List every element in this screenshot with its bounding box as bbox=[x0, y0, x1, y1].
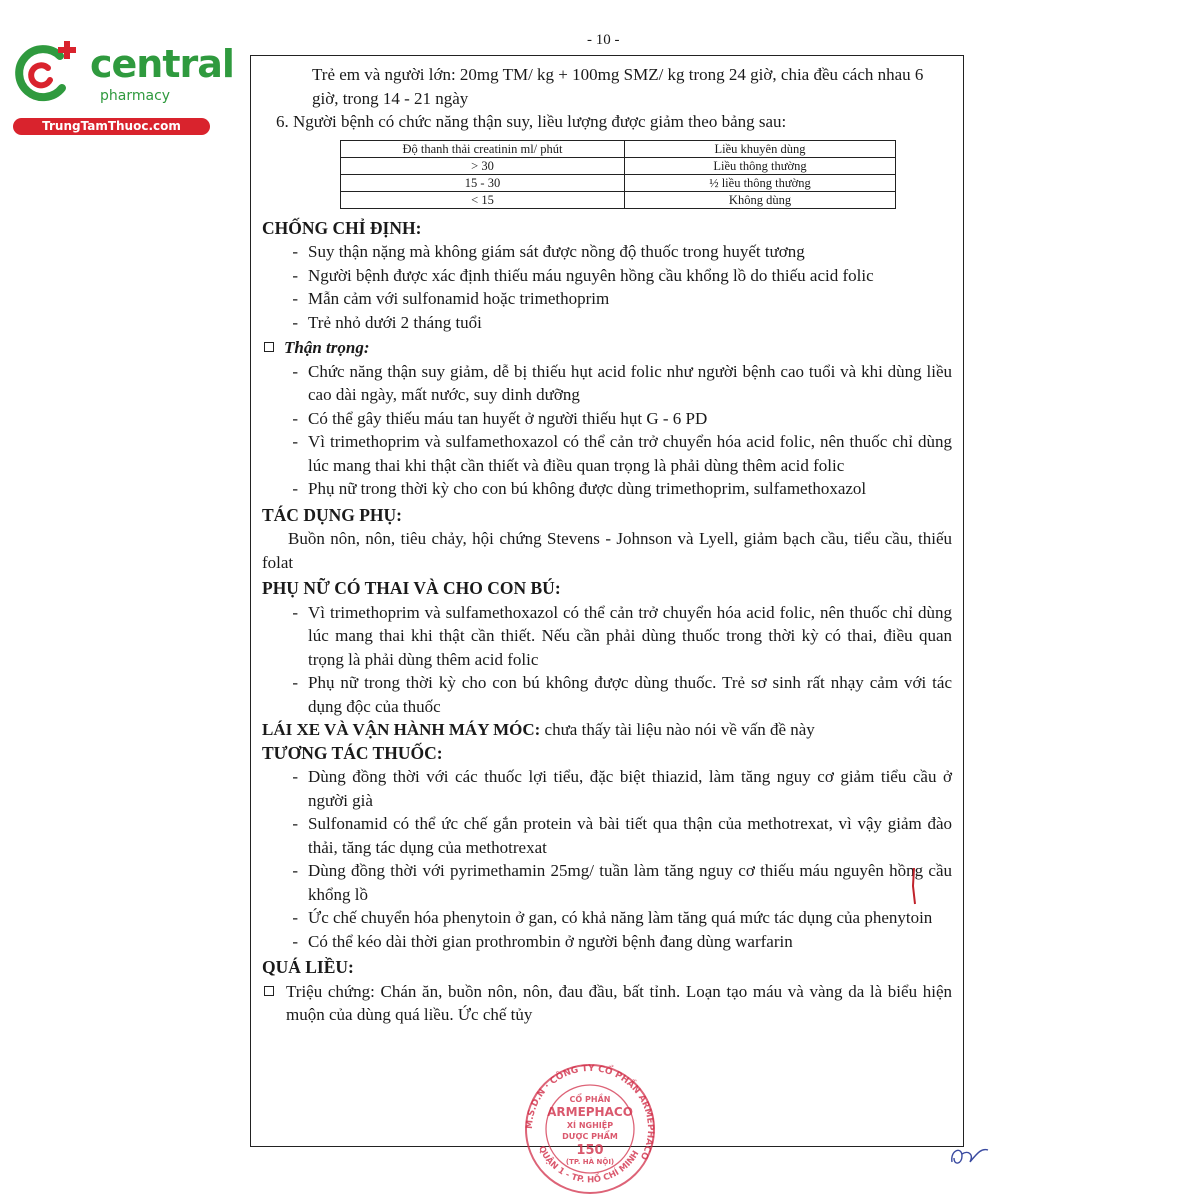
table-row bbox=[341, 174, 896, 191]
overdose-item bbox=[262, 980, 952, 1027]
stamp-line: XÍ NGHIỆP bbox=[566, 1121, 614, 1130]
list-item: - Dùng đồng thời với pyrimethamin 25mg/ tuần làm tăng nguy cơ thiếu máu nguyên hồng cầu khổng lồ bbox=[292, 861, 952, 904]
table-cell: ½ liều thông thường bbox=[625, 174, 896, 191]
driving-text: chưa thấy tài liệu nào nói về vấn đề này bbox=[540, 720, 815, 739]
table-row bbox=[341, 191, 896, 208]
side-effects-text: Buồn nôn, nôn, tiêu chảy, hội chứng Stevens - Johnson và Lyell, giảm bạch cầu, tiểu cầu, thiếu folat bbox=[262, 529, 952, 572]
list-item: - Vì trimethoprim và sulfamethoxazol có thể cản trở chuyển hóa acid folic, nên thuốc chỉ dùng lúc mang thai khi thật cần thiết và điều quan trọng là phải dùng thêm acid folic bbox=[292, 432, 952, 475]
stamp-line: 150 bbox=[576, 1143, 604, 1158]
renal-dose-item: 6. Người bệnh có chức năng thận suy, liều lượng được giảm theo bảng sau: bbox=[276, 112, 787, 131]
table-header-cell: Độ thanh thải creatinin ml/ phút bbox=[341, 140, 625, 157]
pharmacy-cross-icon bbox=[10, 38, 80, 108]
list-item: - Sulfonamid có thể ức chế gắn protein và bài tiết qua thận của methotrexat, vì vậy giảm đào thải, tăng tác dụng của methotrexat bbox=[292, 814, 952, 857]
side-effects-heading: TÁC DỤNG PHỤ: bbox=[262, 504, 402, 525]
checkbox-square-icon bbox=[264, 986, 274, 996]
interactions-heading: TƯƠNG TÁC THUỐC: bbox=[262, 742, 443, 763]
list-item: - Dùng đồng thời với các thuốc lợi tiểu, đặc biệt thiazid, làm tăng nguy cơ giảm tiểu cầu ở người già bbox=[292, 767, 952, 810]
red-pen-mark bbox=[908, 866, 920, 906]
list-item: - Chức năng thận suy giảm, dễ bị thiếu hụt acid folic như người bệnh cao tuổi và khi dùng liều cao dài ngày, mất nước, suy dinh dưỡng bbox=[292, 361, 952, 404]
list-item: - Phụ nữ trong thời kỳ cho con bú không được dùng thuốc. Trẻ sơ sinh rất nhạy cảm với tác dụng độc của thuốc bbox=[292, 673, 952, 716]
list-item: - Ức chế chuyển hóa phenytoin ở gan, có khả năng làm tăng quá mức tác dụng của phenytoin bbox=[292, 908, 933, 927]
dose-line: Trẻ em và người lớn: 20mg TM/ kg + 100mg SMZ/ kg trong 24 giờ, chia đều cách nhau 6 giờ, trong 14 - 21 ngày bbox=[312, 65, 924, 108]
caution-heading: Thận trọng: bbox=[284, 338, 370, 357]
driving-paragraph bbox=[262, 718, 952, 742]
checkbox-square-icon bbox=[264, 342, 274, 352]
list-item: - Có thể gây thiếu máu tan huyết ở người thiếu hụt G - 6 PD bbox=[292, 408, 708, 428]
list-item: - Vì trimethoprim và sulfamethoxazol có thể cản trở chuyển hóa acid folic, nên thuốc chỉ dùng lúc mang thai khi thật cần thiết. Nếu cần phải dùng thuốc trong thời kỳ có thai, điều quan trọng là phải dùng thêm acid folic bbox=[292, 602, 952, 669]
logo-subtitle: pharmacy bbox=[100, 88, 171, 104]
list-item: - Phụ nữ trong thời kỳ cho con bú không được dùng trimethoprim, sulfamethoxazol bbox=[292, 479, 867, 498]
document-body bbox=[262, 63, 952, 1027]
stamp-ring-text: M.S.D.N · CÔNG TY CỔ PHẦN ARMEPHACO bbox=[524, 1063, 656, 1162]
table-cell: Liều thông thường bbox=[625, 157, 896, 174]
list-item: - Có thể kéo dài thời gian prothrombin ở người bệnh đang dùng warfarin bbox=[292, 931, 793, 951]
handwritten-signature bbox=[948, 1140, 990, 1170]
list-item: - Mẫn cảm với sulfonamid hoặc trimethoprim bbox=[292, 289, 610, 308]
pregnancy-heading: PHỤ NỮ CÓ THAI VÀ CHO CON BÚ: bbox=[262, 578, 561, 598]
list-item: - Suy thận nặng mà không giám sát được nồng độ thuốc trong huyết tương bbox=[292, 242, 805, 261]
stamp-line: DƯỢC PHẨM bbox=[562, 1132, 618, 1141]
stamp-line: ARMEPHACO bbox=[547, 1105, 633, 1119]
table-row bbox=[341, 157, 896, 174]
table-header-cell: Liều khuyên dùng bbox=[625, 140, 896, 157]
page-number: - 10 - bbox=[587, 32, 620, 48]
central-pharmacy-logo bbox=[10, 38, 234, 138]
company-stamp bbox=[515, 1062, 665, 1197]
renal-dose-table bbox=[340, 140, 896, 209]
stamp-bottom-text: QUẬN 1 - TP. HỒ CHÍ MINH bbox=[535, 1144, 642, 1186]
list-item: - Trẻ nhỏ dưới 2 tháng tuổi bbox=[292, 312, 482, 332]
table-header-row bbox=[341, 140, 896, 157]
contraindications-heading: CHỐNG CHỈ ĐỊNH: bbox=[262, 217, 422, 238]
caution-heading-row bbox=[262, 336, 952, 360]
overdose-heading: QUÁ LIỀU: bbox=[262, 957, 354, 977]
overdose-text: Triệu chứng: Chán ăn, buồn nôn, nôn, đau đầu, bất tỉnh. Loạn tạo máu và vàng da là biểu hiện muộn của dùng quá liều. Ức chế tủy bbox=[286, 981, 952, 1024]
table-cell: > 30 bbox=[341, 157, 625, 174]
stamp-line: CỔ PHẦN bbox=[569, 1095, 611, 1104]
logo-website: TrungTamThuoc.com bbox=[13, 118, 210, 135]
driving-heading: LÁI XE VÀ VẬN HÀNH MÁY MÓC: bbox=[262, 720, 541, 739]
logo-brand: central bbox=[90, 42, 234, 86]
table-cell: < 15 bbox=[341, 191, 625, 208]
stamp-line: (TP. HÀ NỘI) bbox=[565, 1158, 615, 1166]
dose-paragraph bbox=[262, 63, 952, 110]
table-cell: Không dùng bbox=[625, 191, 896, 208]
list-item: - Người bệnh được xác định thiếu máu nguyên hồng cầu khổng lồ do thiếu acid folic bbox=[292, 265, 874, 285]
table-cell: 15 - 30 bbox=[341, 174, 625, 191]
